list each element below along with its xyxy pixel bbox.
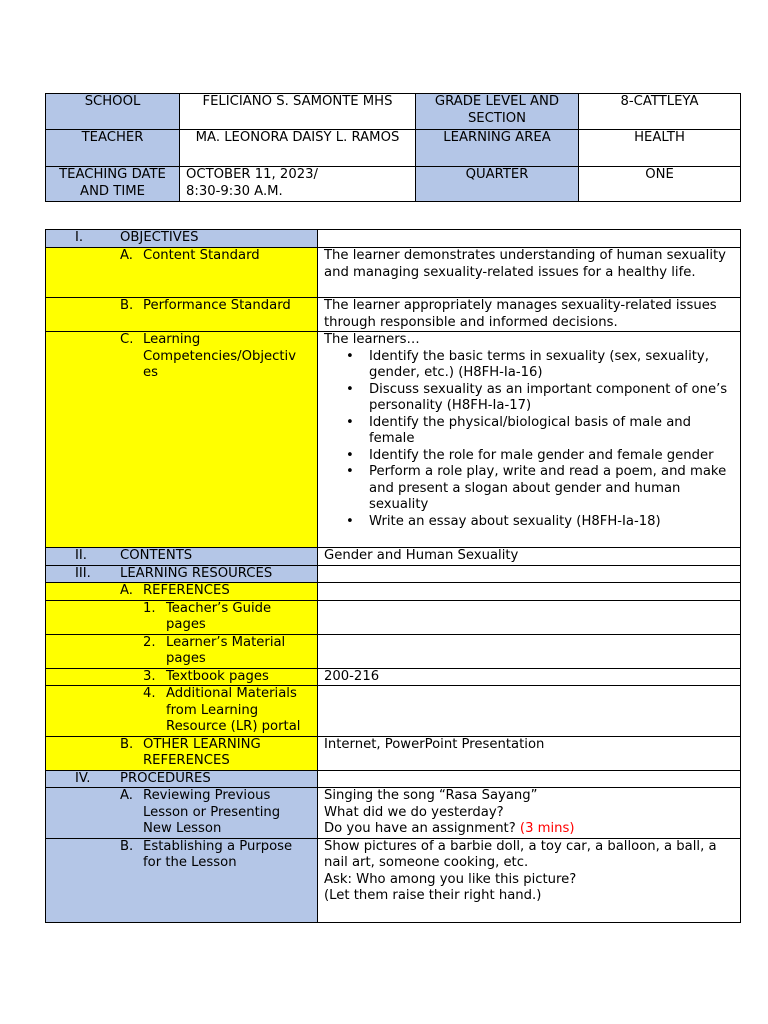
teachers-guide-num: 1. — [143, 600, 156, 616]
procedures-num: IV. — [75, 770, 91, 786]
purpose-value — [318, 838, 741, 922]
purpose-label-1: Establishing a Purpose — [143, 838, 293, 854]
bullet-icon: • — [346, 414, 354, 430]
competencies-intro: The learners… — [324, 332, 420, 347]
textbook-label: Textbook pages — [166, 668, 269, 684]
additional-materials-row — [46, 686, 741, 737]
competencies-row — [46, 332, 741, 548]
teachers-guide-row — [46, 600, 741, 634]
purpose-line-2: Ask: Who among you like this picture? — [324, 871, 577, 887]
teachers-guide-label-2: pages — [166, 617, 206, 632]
list-item — [346, 348, 734, 382]
reviewing-label-2: Lesson or Presenting — [143, 804, 281, 820]
list-item-text: Write an essay about sexuality (H8FH-Ia-18) — [369, 513, 661, 529]
reviewing-row — [46, 788, 741, 839]
competencies-label-1: Learning — [143, 332, 201, 347]
resources-row — [46, 565, 741, 583]
additional-label-1: Additional Materials — [166, 686, 297, 701]
performance-standard-value: The learner appropriately manages sexuality-related issues through responsible and informed decisions. — [318, 298, 741, 332]
reviewing-value — [318, 788, 741, 839]
list-item-text: Identify the basic terms in sexuality (sex, sexuality, gender, etc.) (H8FH-Ia-16) — [369, 348, 709, 380]
objectives-row — [46, 230, 741, 248]
learners-material-label-2: pages — [166, 651, 206, 666]
other-references-row — [46, 736, 741, 770]
time-allotment: (3 mins) — [519, 821, 575, 836]
contents-label: CONTENTS — [120, 548, 193, 563]
teaching-date-label: TEACHING DATE AND TIME — [46, 167, 180, 202]
content-standard-value: The learner demonstrates understanding of human sexuality and managing sexuality-related issues for a healthy life. — [318, 248, 741, 298]
learners-material-num: 2. — [143, 634, 156, 650]
teachers-guide-label-1: Teacher’s Guide — [166, 600, 272, 616]
teaching-date-value — [180, 167, 416, 202]
competencies-label-2: Competencies/Objectiv — [143, 348, 297, 364]
competencies-value — [318, 332, 741, 548]
purpose-line-3: (Let them raise their right hand.) — [324, 888, 542, 903]
objectives-label: OBJECTIVES — [120, 230, 199, 245]
purpose-line-1: Show pictures of a barbie doll, a toy car, a balloon, a ball, a nail art, someone cooking, etc. — [324, 838, 717, 870]
teacher-value: MA. LEONORA DAISY L. RAMOS — [180, 130, 416, 167]
teacher-label: TEACHER — [46, 130, 180, 167]
teaching-time-line: 8:30-9:30 A.M. — [186, 183, 283, 199]
learners-material-row — [46, 634, 741, 668]
reviewing-line-3 — [324, 821, 734, 838]
content-standard-label: Content Standard — [143, 248, 260, 263]
other-refs-label-2: REFERENCES — [143, 753, 230, 768]
references-row — [46, 583, 741, 601]
other-refs-num: B. — [120, 736, 134, 752]
reviewing-line-2: What did we do yesterday? — [324, 804, 504, 820]
reviewing-num: A. — [120, 788, 133, 803]
learning-area-value: HEALTH — [579, 130, 741, 167]
bullet-icon: • — [346, 381, 354, 397]
content-standard-num: A. — [120, 248, 133, 263]
textbook-value: 200-216 — [318, 668, 741, 686]
performance-standard-row — [46, 298, 741, 332]
purpose-label-2: for the Lesson — [143, 855, 237, 870]
content-standard-row — [46, 248, 741, 298]
list-item-text: Discuss sexuality as an important component of one’s personality (H8FH-Ia-17) — [369, 381, 728, 413]
contents-num: II. — [75, 548, 87, 563]
list-item — [346, 447, 734, 465]
quarter-value: ONE — [579, 167, 741, 202]
list-item — [346, 464, 734, 514]
bullet-icon: • — [346, 464, 354, 479]
competencies-list — [324, 349, 734, 531]
grade-label: GRADE LEVEL AND SECTION — [416, 94, 579, 130]
contents-value: Gender and Human Sexuality — [318, 548, 741, 566]
additional-label-2: from Learning — [166, 702, 259, 718]
school-value: FELICIANO S. SAMONTE MHS — [180, 94, 416, 130]
procedures-label: PROCEDURES — [120, 770, 211, 786]
list-item — [346, 381, 734, 415]
lesson-plan-table — [45, 229, 741, 923]
competencies-num: C. — [120, 332, 134, 347]
school-label: SCHOOL — [46, 94, 180, 130]
objectives-num: I. — [75, 230, 84, 245]
list-item-text: Identify the physical/biological basis of male and female — [369, 414, 692, 446]
performance-standard-num: B. — [120, 298, 134, 313]
purpose-row — [46, 838, 741, 922]
procedures-row — [46, 770, 741, 788]
bullet-icon: • — [346, 447, 354, 463]
grade-value: 8-CATTLEYA — [579, 94, 741, 130]
resources-num: III. — [75, 565, 91, 581]
header-table — [45, 93, 741, 202]
learning-area-label: LEARNING AREA — [416, 130, 579, 167]
bullet-icon: • — [346, 513, 354, 529]
quarter-label: QUARTER — [416, 167, 579, 202]
teaching-date-line: OCTOBER 11, 2023/ — [186, 167, 318, 182]
list-item-text: Identify the role for male gender and female gender — [369, 447, 714, 463]
bullet-icon: • — [346, 348, 354, 364]
reviewing-label-1: Reviewing Previous — [143, 788, 271, 803]
additional-num: 4. — [143, 686, 156, 701]
additional-label-3: Resource (LR) portal — [166, 719, 301, 734]
list-item-text: Perform a role play, write and read a poem, and make and present a slogan about gender and human sexuality — [369, 464, 727, 512]
learners-material-label-1: Learner’s Material — [166, 634, 286, 650]
textbook-num: 3. — [143, 668, 156, 684]
references-num: A. — [120, 583, 133, 598]
list-item — [346, 513, 734, 531]
other-refs-label-1: OTHER LEARNING — [143, 736, 261, 752]
performance-standard-label: Performance Standard — [143, 298, 291, 313]
contents-row — [46, 548, 741, 566]
competencies-label-3: es — [143, 365, 158, 380]
reviewing-label-3: New Lesson — [143, 821, 222, 836]
textbook-row — [46, 668, 741, 686]
reviewing-line-1: Singing the song “Rasa Sayang” — [324, 788, 538, 803]
list-item — [346, 414, 734, 448]
reviewing-line-3-text: Do you have an assignment? — [324, 821, 520, 836]
resources-label: LEARNING RESOURCES — [120, 565, 273, 581]
references-label: REFERENCES — [143, 583, 230, 598]
other-refs-value: Internet, PowerPoint Presentation — [318, 736, 741, 770]
purpose-num: B. — [120, 838, 134, 854]
